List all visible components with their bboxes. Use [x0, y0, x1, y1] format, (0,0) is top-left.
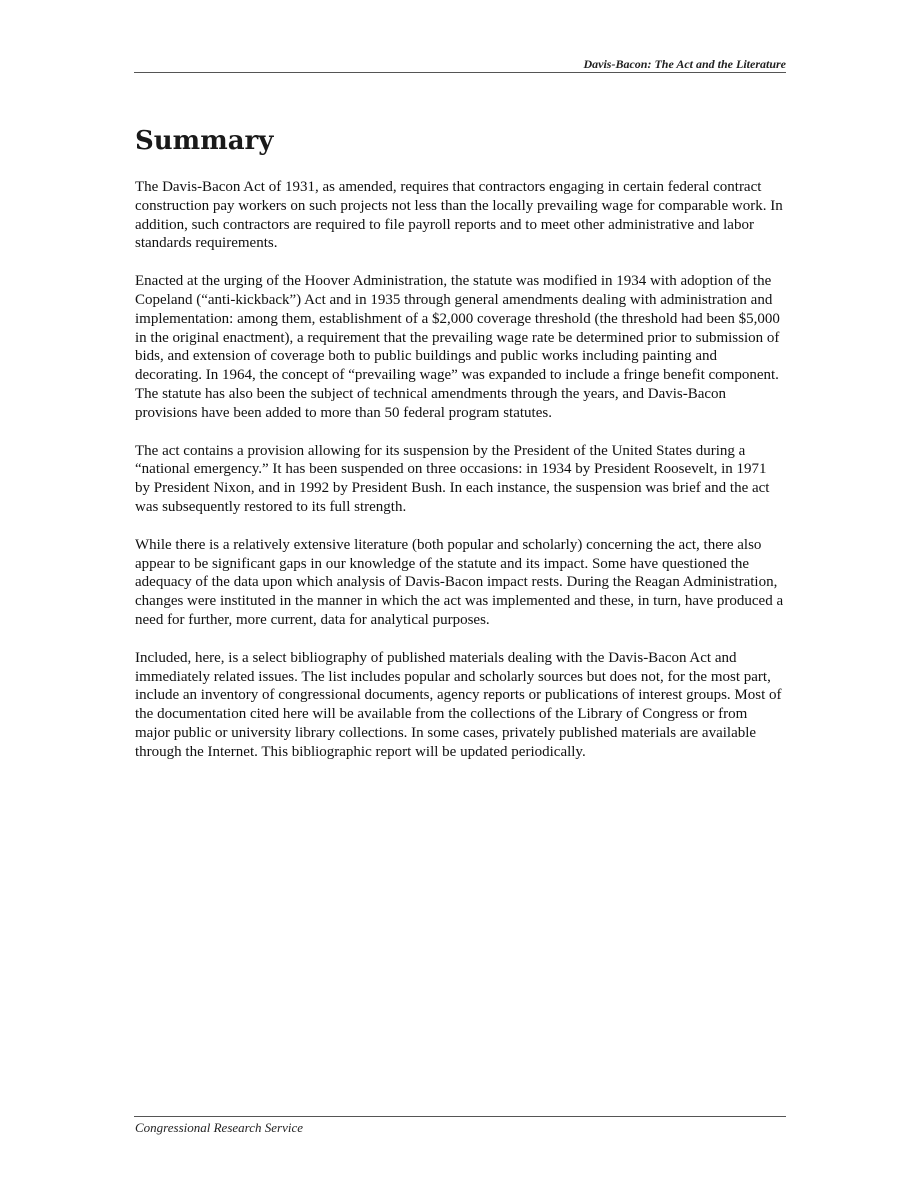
paragraph: The Davis-Bacon Act of 1931, as amended, requires that contractors engaging in certain federal contract construction pay workers on such projects not less than the locally prevailing wage for comparable work. In addition, such contractors are required to file payroll reports and to meet other administrative and labor standards requirements. [135, 179, 783, 252]
paragraph: Enacted at the urging of the Hoover Administration, the statute was modified in 1934 with adoption of the Copeland (“anti-kickback”) Act and in 1935 through general amendments dealing with administration and implementation: among them, establishment of a $2,000 coverage threshold (the threshold had been $5,000 in the original enactment), a requirement that the prevailing wage rate be determined prior to submission of bids, and extension of coverage both to public buildings and public works including painting and decorating. In 1964, the concept of “prevailing wage” was expanded to include a fringe benefit component. The statute has also been the subject of technical amendments through the years, and Davis-Bacon provisions have been added to more than 50 federal program statutes. [135, 273, 780, 421]
footer-divider [134, 1116, 786, 1117]
running-footer: Congressional Research Service [135, 1120, 303, 1135]
paragraph: Included, here, is a select bibliography of published materials dealing with the Davis-Bacon Act and immediately related issues. The list includes popular and scholarly sources but does not, for the most part, include an inventory of congressional documents, agency reports or publications of interest groups. Most of the documentation cited here will be available from the collections of the Library of Congress or from major public or university library collections. In some cases, privately published materials are available through the Internet. This bibliographic report will be updated periodically. [135, 649, 782, 760]
section-title: Summary [135, 126, 274, 156]
paragraph: While there is a relatively extensive literature (both popular and scholarly) concerning the act, there also appear to be significant gaps in our knowledge of the statute and its impact. Some have questioned the adequacy of the data upon which analysis of Davis-Bacon impact rests. During the Reagan Administration, changes were instituted in the manner in which the act was implemented and these, in turn, have produced a need for further, more current, data for analytical purposes. [135, 536, 784, 628]
summary-body [135, 178, 785, 781]
running-header: Davis-Bacon: The Act and the Literature [583, 57, 786, 71]
paragraph: The act contains a provision allowing for its suspension by the President of the United States during a “national emergency.” It has been suspended on three occasions: in 1934 by President Roosevelt, in 1971 by President Nixon, and in 1992 by President Bush. In each instance, the suspension was brief and the act was subsequently restored to its full strength. [135, 442, 770, 515]
header-divider [134, 72, 786, 73]
